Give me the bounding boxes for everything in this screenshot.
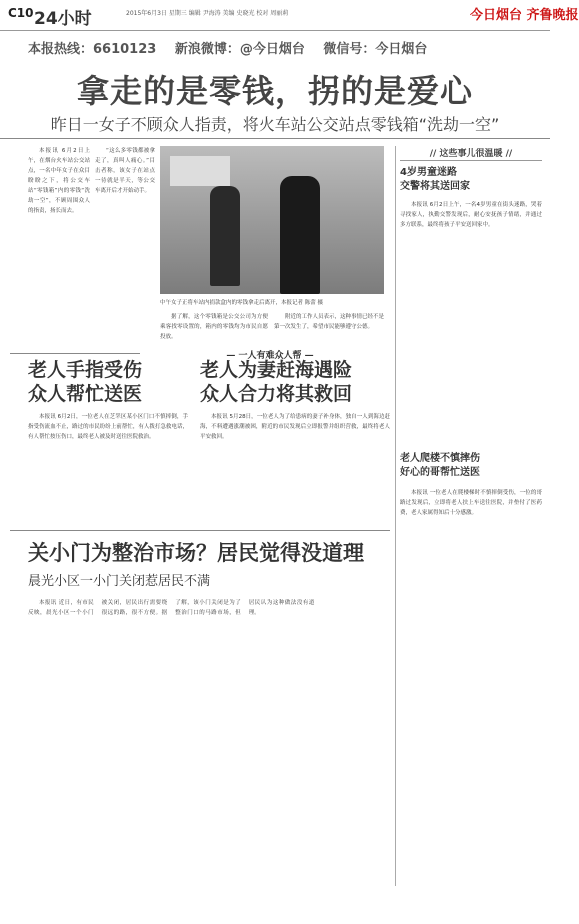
story-old-man-headline: 老人手指受伤 众人帮忙送医 xyxy=(28,359,143,405)
sidebar-tag-text: 这些事儿很温暖 xyxy=(439,149,503,159)
sidebar-story2-headline: 老人爬楼不慎摔伤 好心的哥帮忙送医 xyxy=(400,453,480,478)
divider xyxy=(10,530,390,531)
sidebar-story1-text: 本报讯 6月2日上午，一名4岁男童在街头迷路，哭着寻找家人，执勤交警发现后，耐心安抚孩子情绪，并通过多方联系，最终将孩子平安送回家中。 xyxy=(400,202,542,228)
lead-subhead: 昨日一女子不顾众人指责，将火车站公交站点零钱箱“洗劫一空” xyxy=(50,115,500,134)
bottom-headline: 关小门为整治市场？居民觉得没道理 xyxy=(28,541,364,565)
sidebar-story2-body xyxy=(400,488,542,888)
sidebar-rule xyxy=(395,146,396,886)
lead-col-3 xyxy=(160,312,268,342)
lead-paragraph-4: 附近的工作人员表示，这种事情已经不是第一次发生了，希望市民能够遵守公德。 xyxy=(274,314,385,330)
section-label-text: 一人有难众人帮 xyxy=(238,351,302,361)
story-husband-text: 本报讯 5月28日，一位老人为了给患病的妻子补身体，独自一人到海边赶海，不料遭遇涨潮被困，附近的市民发现后立即报警并组织营救，最终将老人平安救回。 xyxy=(200,414,390,440)
sidebar-story1-body xyxy=(400,200,542,440)
section-label: — 一人有难众人帮 — xyxy=(140,348,400,361)
lead-col-2 xyxy=(95,146,155,336)
lead-photo xyxy=(160,146,384,294)
weibo: 新浪微博：@今日烟台 xyxy=(174,42,305,57)
photo-caption: 中午女子正将车站内捐款盒内的零钱拿走后离开，本报记者 陈蕾 摄 xyxy=(160,300,323,306)
bottom-subhead: 晨光小区一小门关闭惹居民不满 xyxy=(28,574,211,589)
section-title: 24小时 xyxy=(34,9,92,29)
lead-headline: 拿走的是零钱，拐的是爱心 xyxy=(76,72,473,110)
story-old-man-body xyxy=(28,412,188,522)
lead-paragraph-2: “这么多零钱都被拿走了，真叫人痛心。”目击者称，该女子在站点一待就是半天，等公交车离开后才开始动手。 xyxy=(95,148,155,194)
contact-bar xyxy=(0,38,550,58)
divider xyxy=(0,138,550,139)
lead-col-1 xyxy=(28,146,90,336)
sidebar-tag: // 这些事儿很温暖 // xyxy=(400,146,542,161)
sidebar-story2-text: 本报讯 一位老人在爬楼梯时不慎摔倒受伤，一位的哥路过发现后，立即将老人扶上车送往医院，并垫付了医药费，老人家属得知后十分感激。 xyxy=(400,490,542,516)
hotline: 本报热线：6610123 xyxy=(28,42,157,57)
lead-col-4 xyxy=(274,312,384,342)
bottom-body xyxy=(28,598,388,888)
bottom-text: 本报讯 近日，有市民反映，晨光小区一个小门被关闭，居民出行需要绕很远的路，很不方便。据了解，该小门关闭是为了整治门口的马路市场，但居民认为这种做法没有道理。 xyxy=(28,600,315,616)
page-number: C10 xyxy=(8,6,34,20)
story-husband-body xyxy=(200,412,390,522)
newspaper-brand: 今日烟台 齐鲁晚报 xyxy=(470,8,579,23)
wechat: 微信号：今日烟台 xyxy=(323,42,428,57)
story-old-man-text: 本报讯 6月2日，一位老人在芝罘区某小区门口不慎摔倒，手指受伤流血不止，路过的市民纷纷上前帮忙，有人拨打急救电话，有人帮忙按压伤口，最终老人被及时送往医院救治。 xyxy=(28,414,188,440)
story-husband-headline: 老人为妻赶海遇险 众人合力将其救回 xyxy=(200,359,353,405)
sidebar-story1-headline: 4岁男童迷路 交警将其送回家 xyxy=(400,167,470,192)
lead-paragraph-3: 据了解，这个零钱箱是公交公司为方便乘客找零设置的，箱内的零钱均为市民自愿投放。 xyxy=(160,314,268,340)
page-meta: 2015年6月3日 星期三 编辑 尹海涛 美编 史晓光 校对 周丽莉 xyxy=(126,10,289,17)
top-bar xyxy=(0,0,579,31)
lead-paragraph-1: 本报讯 6月2日上午，在烟台火车站公交站点，一名中年女子在众目睽睽之下，将公交车站“零钱箱”内的零钱“洗劫一空”，不顾周围众人的指责，扬长而去。 xyxy=(28,148,90,214)
